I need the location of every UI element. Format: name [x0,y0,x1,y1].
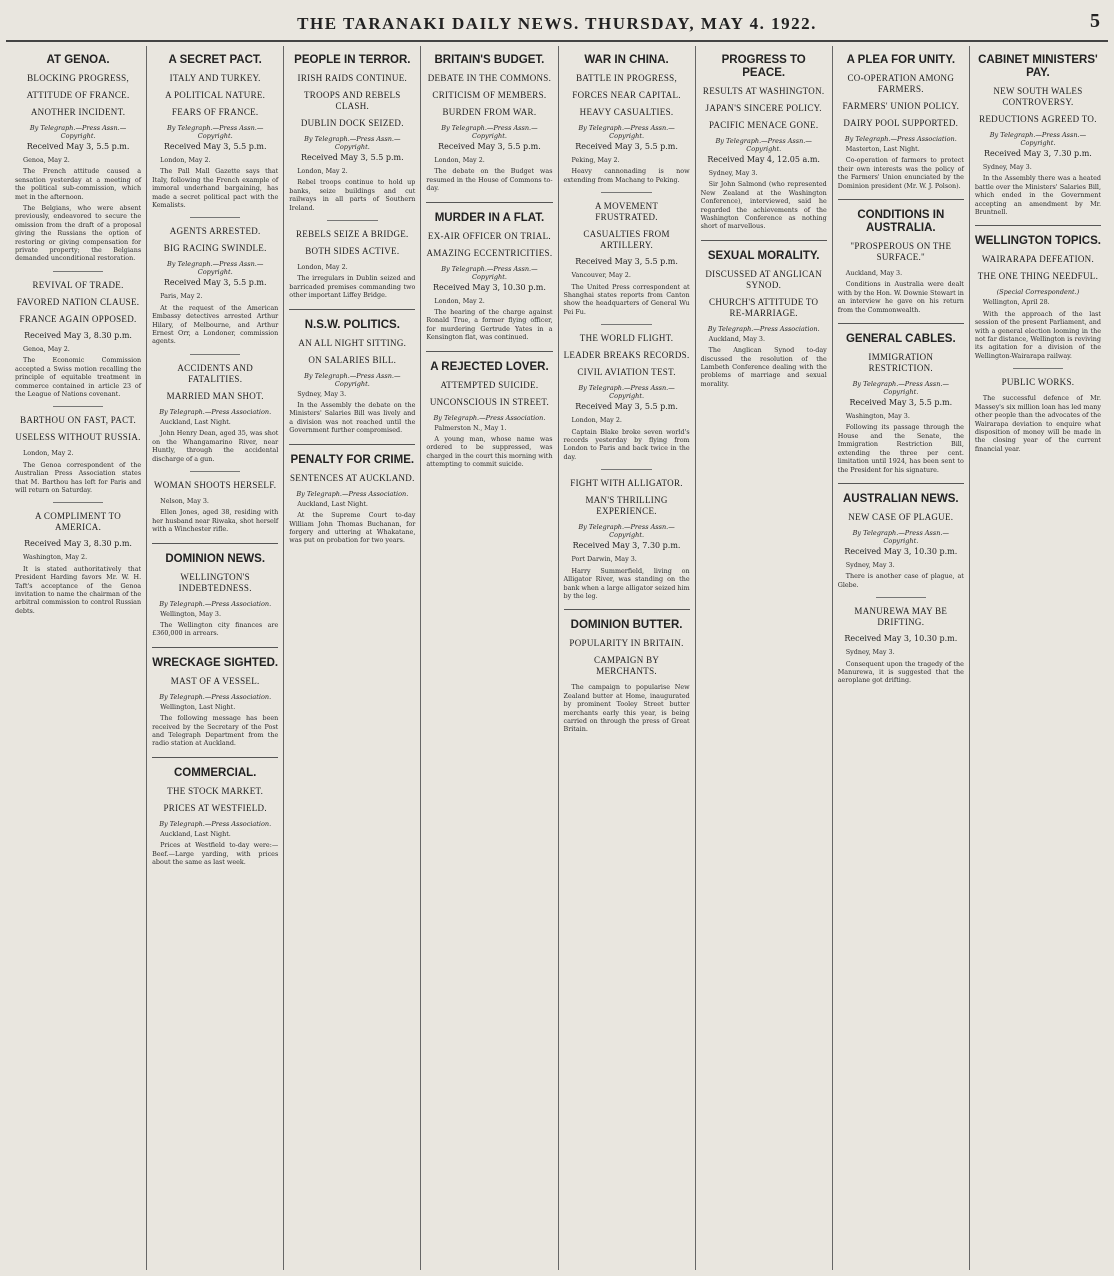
body-paragraph: Nelson, May 3. [160,496,209,505]
received-time: Received May 3, 10.30 p.m. [432,282,546,292]
body-paragraph: Auckland, Last Night. [160,829,231,838]
byline: By Telegraph.—Press Association. [707,324,820,333]
body-paragraph: Paris, May 2. [160,292,203,301]
subheading: SENTENCES AT AUCKLAND. [289,472,415,483]
byline: By Telegraph.—Press Association. [159,407,272,416]
column-6 [696,46,833,1270]
body-paragraph: At the request of the American Embassy detectives arrested Arthur Hilary, of Melbourne, and Arthur Ernest Orr, a Londoner, commission agents. [152,303,279,346]
subheading: CIVIL AVIATION TEST. [577,367,676,378]
headline: COMMERCIAL. [173,766,257,779]
body-paragraph: A young man, whose name was ordered to be suppressed, was charged in the court this morning with attempting to commit suicide. [426,435,553,469]
subheading: ATTEMPTED SUICIDE. [440,379,539,390]
headline: MURDER IN A FLAT. [434,211,545,224]
headline: GENERAL CABLES. [845,333,956,346]
body-paragraph: It is stated authoritatively that President Harding favors Mr. W. H. Taft's acceptance of the Genoa invitation to name the chairman of the arbitral commission to control Russian debts. [15,564,142,615]
article [15,54,141,263]
subheading: FRANCE AGAIN OPPOSED. [19,313,137,324]
body-paragraph: Port Darwin, May 3. [571,555,637,564]
received-time: Received May 3, 5.5 p.m. [849,398,953,408]
body-paragraph: There is another case of plague, at Glebe. [837,572,964,589]
byline: By Telegraph.—Press Association. [296,489,409,498]
subheading: NEW CASE OF PLAGUE. [848,511,954,522]
body-paragraph: The campaign to popularise New Zealand butter at Home, inaugurated by prominent Tooley Street butter merchants early this year, is being carried on through the press of Great Britain. [563,683,690,734]
headline: PROGRESS TO PEACE. [721,54,806,79]
section-rule [426,351,552,352]
subheading: ON SALARIES BILL. [308,354,397,365]
section-rule [289,309,415,310]
headline: DOMINION BUTTER. [570,619,683,632]
received-time: Received May 3, 8.30 p.m. [24,330,132,340]
masthead-rule [6,40,1108,42]
article [152,543,278,638]
subheading: FIGHT WITH ALLIGATOR. [570,478,683,489]
subheading: BARTHOU ON FAST, PACT. [20,415,137,426]
body-paragraph: Ellen Jones, aged 38, residing with her husband near Riwaka, shot herself with a Winchester rifle. [152,508,279,534]
body-paragraph: Sydney, May 3. [297,389,347,398]
byline: By Telegraph.—Press Assn.—Copyright. [167,260,264,277]
byline: By Telegraph.—Press Assn.—Copyright. [715,137,812,153]
subheading: THE STOCK MARKET. [167,785,264,796]
byline: By Telegraph.—Press Assn.—Copyright. [989,131,1087,147]
body-paragraph: Peking, May 2. [571,156,620,164]
body-paragraph: Washington, May 3. [845,412,910,421]
subheading: CRITICISM OF MEMBERS. [432,90,547,100]
subheading: A POLITICAL NATURE. [165,90,266,100]
byline: By Telegraph.—Press Association. [844,135,957,143]
subheading: FAVORED NATION CLAUSE. [16,296,140,307]
subheading: AMAZING ECCENTRICITIES. [426,247,553,258]
headline: CONDITIONS IN AUSTRALIA. [857,209,945,235]
subheading: PRICES AT WESTFIELD. [163,802,267,813]
body-paragraph: Co-operation of farmers to protect their own interests was the policy of the Farmers' Union enunciated by the Dominion president (Mr. W. J. Polson). [837,156,964,190]
byline: By Telegraph.—Press Assn.—Copyright. [167,124,264,140]
received-time: Received May 3, 7.30 p.m. [984,149,1092,158]
subheading: REBELS SEIZE A BRIDGE. [296,229,409,240]
body-paragraph: The Anglican Synod to-day discussed the resolution of the Lambeth Conference dealing with the problems of marriage and sexual morality. [700,346,827,388]
subheading: DEBATE IN THE COMMONS. [427,73,552,83]
section-rule [838,199,964,200]
received-time: Received May 3, 5.5 p.m. [163,142,267,151]
subheading: TROOPS AND REBELS CLASH. [304,90,401,111]
body-paragraph: John Henry Dean, aged 35, was shot on the Whangamarino River, near Huntly, through the accidental discharge of a gun. [152,429,279,463]
article [838,199,964,314]
article [289,309,415,435]
headline: A PLEA FOR UNITY. [846,54,956,66]
subheading: FARMERS' UNION POLICY. [842,101,960,111]
article-divider [876,597,926,598]
body-paragraph: Washington, May 2. [23,553,88,562]
article [289,444,415,545]
article [152,471,278,534]
body-paragraph: The debate on the Budget was resumed in the House of Commons to-day. [426,167,553,193]
subheading: NEW SOUTH WALES CONTROVERSY. [993,86,1083,107]
subheading: AGENTS ARRESTED. [169,226,261,237]
subheading: DUBLIN DOCK SEIZED. [300,118,404,128]
body-paragraph: Consequent upon the tragedy of the Manurewa, it is suggested that the aeroplane got drifting. [837,659,964,685]
received-time: Received May 3, 8.30 p.m. [24,539,132,549]
subheading: ACCIDENTS AND FATALITIES. [177,362,254,384]
article [152,647,278,748]
byline: By Telegraph.—Press Assn.—Copyright. [304,135,401,151]
section-rule [426,202,552,203]
headline: AUSTRALIAN NEWS. [842,492,959,505]
subheading: DISCUSSED AT ANGLICAN SYNOD. [705,268,823,290]
article [564,54,690,184]
section-rule [838,323,964,324]
subheading: MAN'S THRILLING EXPERIENCE. [585,495,668,517]
article [152,54,278,209]
byline: By Telegraph.—Press Association. [433,413,546,422]
subheading: IRISH RAIDS CONTINUE. [297,73,408,83]
section-rule [152,757,278,758]
headline: A REJECTED LOVER. [430,360,549,373]
body-paragraph: Auckland, May 3. [708,334,766,343]
subheading: CAMPAIGN BY MERCHANTS. [593,655,660,677]
byline: By Telegraph.—Press Assn.—Copyright. [578,523,675,540]
article [701,240,827,388]
body-paragraph: London, May 2. [297,263,348,272]
subheading: "PROSPEROUS ON THE SURFACE." [850,241,952,263]
headline: BRITAIN'S BUDGET. [434,54,545,66]
body-paragraph: The Belgians, who were absent previously, endeavored to secure the omission from the draft of a proposal giving the Russians the option of restoring or giving compensation for private property; the Belgians demanded unconditional restoration. [15,204,142,263]
body-paragraph: The following message has been received by the Secretary of the Post and Telegraph Department from the radio station at Auckland. [152,714,279,748]
section-rule [152,543,278,544]
body-paragraph: The Wellington city finances are £360,000 in arrears. [152,620,279,638]
body-paragraph: Sydney, May 3. [708,169,758,177]
subheading: CO-OPERATION AMONG FARMERS. [847,73,955,94]
body-paragraph: Sydney, May 3. [845,648,895,657]
byline: By Telegraph.—Press Assn.—Copyright. [29,124,127,140]
body-paragraph: London, May 2. [297,167,348,175]
body-paragraph: Wellington, April 28. [982,298,1050,307]
column-2 [147,46,284,1270]
article-divider [190,217,240,218]
received-time: Received May 3, 5.5 p.m. [163,278,267,288]
body-paragraph: London, May 2. [434,156,485,164]
body-paragraph: At the Supreme Court to-day William John Thomas Buchanan, for forgery and uttering at Whakatane, was put on probation for two years. [289,511,416,545]
body-paragraph: Genoa, May 2. [23,156,70,164]
received-time: Received May 3, 5.5 p.m. [300,153,404,162]
body-paragraph: Vancouver, May 2. [571,271,631,280]
body-paragraph: In the Assembly the debate on the Ministers' Salaries Bill was lively and a division was not reached until the Government further compromised. [289,401,416,435]
received-time: Received May 3, 7.30 p.m. [572,541,681,551]
subheading: MARRIED MAN SHOT. [166,390,264,401]
body-paragraph: The irregulars in Dublin seized and barricaded premises commanding two other important Liffey Bridge. [289,274,416,300]
article [15,406,141,494]
subheading: ATTITUDE OF FRANCE. [26,90,130,100]
body-paragraph: Harry Summerfield, living on Alligator River, was standing on the bank when a large alligator seized him by the leg. [563,566,690,600]
masthead [0,0,1114,44]
article [838,323,964,474]
page-number: 5 [1090,10,1100,32]
subheading: PUBLIC WORKS. [1001,377,1075,388]
headline: AT GENOA. [46,54,110,66]
received-time: Received May 3, 5.5 p.m. [438,142,541,151]
column-7 [833,46,970,1270]
subheading: ITALY AND TURKEY. [169,73,261,83]
subheading: EX-AIR OFFICER ON TRIAL. [427,230,551,241]
subheading: THE WORLD FLIGHT. [579,333,674,344]
body-paragraph: Sydney, May 3. [845,560,895,569]
byline: By Telegraph.—Press Association. [159,819,272,828]
byline: By Telegraph.—Press Assn.—Copyright. [578,124,675,140]
subheading: HEAVY CASUALTIES. [579,107,674,117]
article [426,54,552,193]
article [152,757,278,867]
subheading: FEARS OF FRANCE. [171,107,259,117]
body-paragraph: Auckland, Last Night. [160,417,231,426]
body-paragraph: London, May 2. [23,449,74,458]
subheading: POPULARITY IN BRITAIN. [569,638,684,649]
body-paragraph: Captain Blake broke seven world's records yesterday by flying from London to Paris and back twice in the day. [563,427,690,461]
body-paragraph: Masterton, Last Night. [845,145,920,153]
body-paragraph: Palmerston N., May 1. [434,423,507,432]
received-time: Received May 3, 5.5 p.m. [26,142,130,151]
subheading: A COMPLIMENT TO AMERICA. [35,511,122,533]
subheading: BURDEN FROM WAR. [442,107,537,117]
byline: By Telegraph.—Press Assn.—Copyright. [852,380,949,397]
subheading: LEADER BREAKS RECORDS. [563,350,690,361]
received-time: Received May 3, 10.30 p.m. [844,546,958,556]
subheading: BIG RACING SWINDLE. [163,243,267,254]
section-rule [564,609,690,610]
received-time: Received May 4, 12.05 a.m. [707,155,820,164]
article-divider [53,271,103,272]
body-paragraph: Prices at Westfield to-day were:— Beef.—Large yarding, with prices about the same as last week. [152,841,279,866]
article-divider [601,192,651,193]
article [838,597,964,685]
column-3 [284,46,421,1270]
article-divider [53,406,103,407]
body-paragraph: Auckland, May 3. [845,269,903,278]
subheading: BOTH SIDES ACTIVE. [305,246,400,257]
article [289,220,415,300]
column-8 [970,46,1106,1270]
article [838,54,964,190]
headline: WELLINGTON TOPICS. [974,235,1101,248]
subheading: MAST OF A VESSEL. [170,675,260,686]
body-paragraph: In the Assembly there was a heated battle over the Ministers' Salaries Bill, which ended in the Government accepting an amendment by Mr. Bruntnell. [974,174,1101,217]
received-time: Received May 3, 10.30 p.m. [844,634,958,644]
body-paragraph: The hearing of the charge against Ronald True, a former flying officer, for murdering Gertrude Yates in a Kensington flat, was continued. [426,308,553,342]
body-paragraph: The Genoa correspondent of the Australian Press Association states that M. Barthou has left for Paris and will return on Saturday. [15,460,142,494]
article [701,54,827,231]
headline: PENALTY FOR CRIME. [290,453,415,466]
body-paragraph: Heavy cannonading is now extending from Machang to Peking. [563,167,690,184]
subheading: WOMAN SHOOTS HERSELF. [154,479,277,490]
body-paragraph: Genoa, May 2. [23,344,70,353]
section-rule [289,444,415,445]
article [152,217,278,345]
body-paragraph: The Economic Commission accepted a Swiss motion recalling the principle of equitable treatment in commerce contained in article 23 of the League of Nations covenant. [15,356,142,398]
section-rule [975,225,1101,226]
article [564,324,690,461]
column-4 [421,46,558,1270]
subheading: MANUREWA MAY BE DRIFTING. [854,606,948,628]
byline: By Telegraph.—Press Assn.—Copyright. [852,528,949,545]
subheading: BATTLE IN PROGRESS, [576,73,678,83]
body-paragraph: London, May 2. [160,156,211,164]
section-rule [152,647,278,648]
subheading: RESULTS AT WASHINGTON. [702,86,825,96]
article [838,483,964,589]
body-paragraph: Rebel troops continue to hold up banks, seize buildings and cut railways in all parts of Southern Ireland. [289,178,416,212]
headline: WRECKAGE SIGHTED. [152,656,279,669]
column-1 [10,46,147,1270]
body-paragraph: The Pall Mall Gazette says that Italy, following the French example of immoral underhand bargaining, has made a secret political pact with the Kemalists. [152,167,279,210]
byline: (Special Correspondent.) [996,288,1080,297]
article [15,502,141,615]
subheading: DAIRY POOL SUPPORTED. [843,118,959,128]
subheading: AN ALL NIGHT SITTING. [298,337,407,348]
article [564,192,690,316]
subheading: USELESS WITHOUT RUSSIA. [15,432,141,443]
column-5 [559,46,696,1270]
byline: By Telegraph.—Press Assn.—Copyright. [578,384,675,401]
subheading: PACIFIC MENACE GONE. [708,120,819,130]
body-paragraph: Following its passage through the House and the Senate, the Immigration Restriction Bill, extending the three per cent. limitation until 1924, has been sent to the President for his signature. [837,423,964,474]
article [975,368,1101,453]
body-paragraph: Sir John Salmond (who represented New Zealand at the Washington Conference), interviewed, said he regarded the achievements of the Washington Conference as nothing short of marvellous. [700,180,827,231]
received-time: Received May 3, 5.5 p.m. [575,257,678,267]
subheading: UNCONSCIOUS IN STREET. [429,396,550,407]
article [426,351,552,469]
article-divider [53,502,103,503]
byline: By Telegraph.—Press Association. [159,599,272,608]
subheading: REVIVAL OF TRADE. [32,279,124,290]
body-paragraph: Auckland, Last Night. [297,499,368,508]
subheading: ANOTHER INCIDENT. [30,107,126,117]
byline: By Telegraph.—Press Assn.—Copyright. [441,264,538,281]
body-paragraph: The United Press correspondent at Shanghai states reports from Canton show the headquarters of General Wu Pei Fu. [563,282,690,316]
body-paragraph: The French attitude caused a sensation yesterday at a meeting of the political sub-commission, which met in the afternoon. [15,167,142,201]
subheading: BLOCKING PROGRESS, [27,73,130,83]
body-paragraph: Sydney, May 3. [982,163,1032,171]
article-divider [601,469,651,470]
article-divider [601,324,651,325]
byline: By Telegraph.—Press Assn.—Copyright. [304,371,401,388]
byline: By Telegraph.—Press Assn.—Copyright. [441,124,538,140]
headline: CABINET MINISTERS' PAY. [978,54,1098,79]
article-divider [190,354,240,355]
article-divider [327,220,377,221]
subheading: IMMIGRATION RESTRICTION. [868,352,934,374]
subheading: REDUCTIONS AGREED TO. [979,114,1097,124]
received-time: Received May 3, 5.5 p.m. [575,402,678,412]
received-time: Received May 3, 5.5 p.m. [575,142,678,151]
article [564,469,690,600]
body-paragraph: Wellington, May 3. [160,609,221,618]
article [975,225,1101,360]
article [152,354,278,463]
section-rule [701,240,827,241]
subheading: CASUALTIES FROM ARTILLERY. [583,229,670,251]
masthead-title: THE TARANAKI DAILY NEWS. THURSDAY, MAY 4. 1922. [297,14,817,33]
article [289,54,415,212]
subheading: WELLINGTON'S INDEBTEDNESS. [178,571,252,593]
article [975,54,1101,216]
article-divider [190,471,240,472]
subheading: FORCES NEAR CAPITAL. [572,90,681,100]
byline: By Telegraph.—Press Association. [159,692,272,701]
headline: A SECRET PACT. [168,54,262,66]
article [426,202,552,342]
subheading: WAIRARAPA DEFEATION. [981,254,1095,265]
body-paragraph: Wellington, Last Night. [160,702,236,711]
section-rule [838,483,964,484]
headline: N.S.W. POLITICS. [304,318,400,331]
article [564,609,690,733]
subheading: CHURCH'S ATTITUDE TO RE-MARRIAGE. [709,296,819,318]
headline: SEXUAL MORALITY. [707,249,820,262]
body-paragraph: With the approach of the last session of the present Parliament, and with a general election looming in the not far distance, Wellington is reviving its agitation for a division of the Wellington-Wairarapa railway. [974,309,1101,360]
article-divider [1013,368,1063,369]
body-paragraph: Conditions in Australia were dealt with by the Hon. W. Downie Stewart in an interview he gave on his return from the Commonwealth. [837,280,964,314]
subheading: THE ONE THING NEEDFUL. [977,271,1099,282]
body-paragraph: The successful defence of Mr. Massey's six million loan has led many other people than the advocates of the Wairarapa deviation to enquire what disposition of money will be made in the closing year of the current financial year. [974,394,1101,453]
headline: PEOPLE IN TERROR. [294,54,411,66]
headline: WAR IN CHINA. [584,54,669,66]
body-paragraph: London, May 2. [434,296,485,305]
subheading: JAPAN'S SINCERE POLICY. [705,103,822,113]
body-paragraph: London, May 2. [571,416,622,425]
article [15,271,141,398]
columns-container [10,46,1106,1270]
headline: DOMINION NEWS. [165,552,266,565]
subheading: A MOVEMENT FRUSTRATED. [594,201,659,223]
